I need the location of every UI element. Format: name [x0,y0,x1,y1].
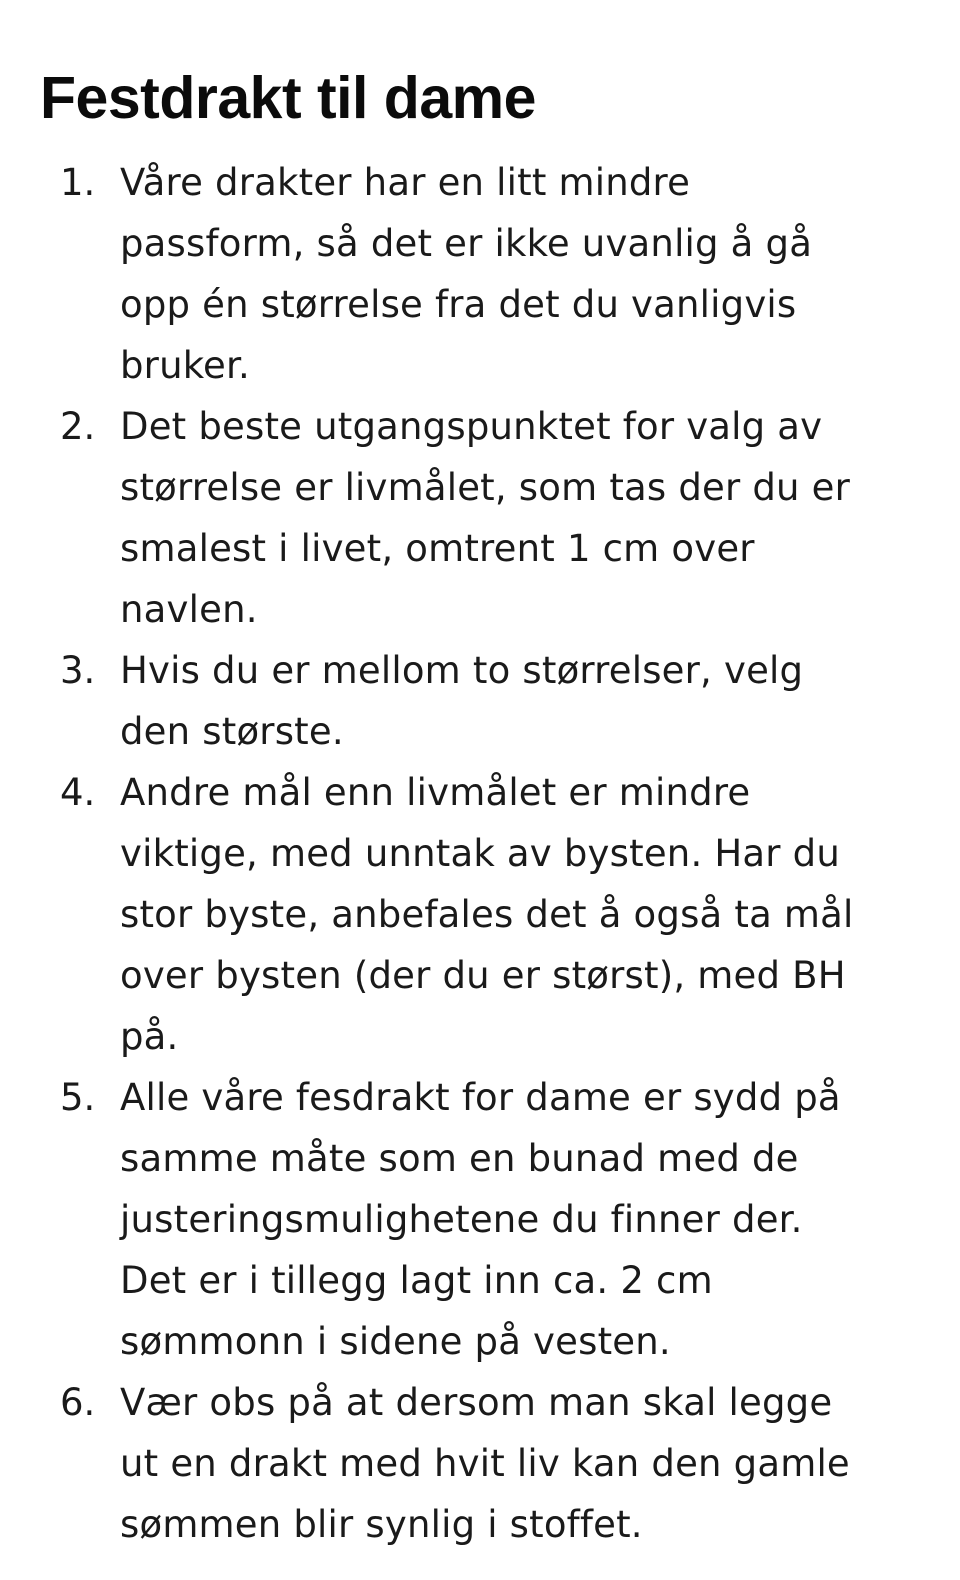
list-item-text [120,152,930,396]
list-item-number: 2. [60,405,96,448]
text-line: Hvis du er mellom to størrelser, velg [120,649,804,692]
text-line: Andre mål enn livmålet er mindre [120,771,751,814]
list-item-number: 4. [60,771,96,814]
text-line: ut en drakt med hvit liv kan den gamle [120,1442,850,1485]
text-line: på. [120,1015,179,1058]
text-line: den største. [120,710,344,753]
text-line: Våre drakter har en litt mindre [120,161,691,204]
list-item-text [120,762,930,1067]
text-line: over bysten (der du er størst), med BH [120,954,846,997]
list-item-number: 3. [60,649,96,692]
list-item [0,1067,960,1372]
list-item [0,152,960,396]
text-line: viktige, med unntak av bysten. Har du [120,832,840,875]
list-item [0,396,960,640]
text-line: bruker. [120,344,250,387]
text-line: Det beste utgangspunktet for valg av [120,405,823,448]
text-line: Alle våre fesdrakt for dame er sydd på [120,1076,841,1119]
list-item [0,1372,960,1555]
text-line: sømmonn i sidene på vesten. [120,1320,671,1363]
list-item-number: 5. [60,1076,96,1119]
list-item-text [120,1067,930,1372]
list-item [0,640,960,762]
size-guide-list [0,152,960,1555]
list-item-text [120,640,930,762]
text-line: samme måte som en bunad med de [120,1137,799,1180]
text-line: stor byste, anbefales det å også ta mål [120,893,854,936]
list-item [0,762,960,1067]
list-item-text [120,396,930,640]
text-line: justeringsmulighetene du finner der. [120,1198,803,1241]
text-line: Det er i tillegg lagt inn ca. 2 cm [120,1259,713,1302]
list-item-text [120,1372,930,1555]
text-line: navlen. [120,588,258,631]
text-line: smalest i livet, omtrent 1 cm over [120,527,755,570]
text-line: størrelse er livmålet, som tas der du er [120,466,851,509]
text-line: Vær obs på at dersom man skal legge [120,1381,833,1424]
text-line: sømmen blir synlig i stoffet. [120,1503,643,1546]
text-line: opp én størrelse fra det du vanligvis [120,283,797,326]
text-line: passform, så det er ikke uvanlig å gå [120,222,813,265]
list-item-number: 1. [60,161,96,204]
page-title: Festdrakt til dame [40,65,536,131]
list-item-number: 6. [60,1381,96,1424]
